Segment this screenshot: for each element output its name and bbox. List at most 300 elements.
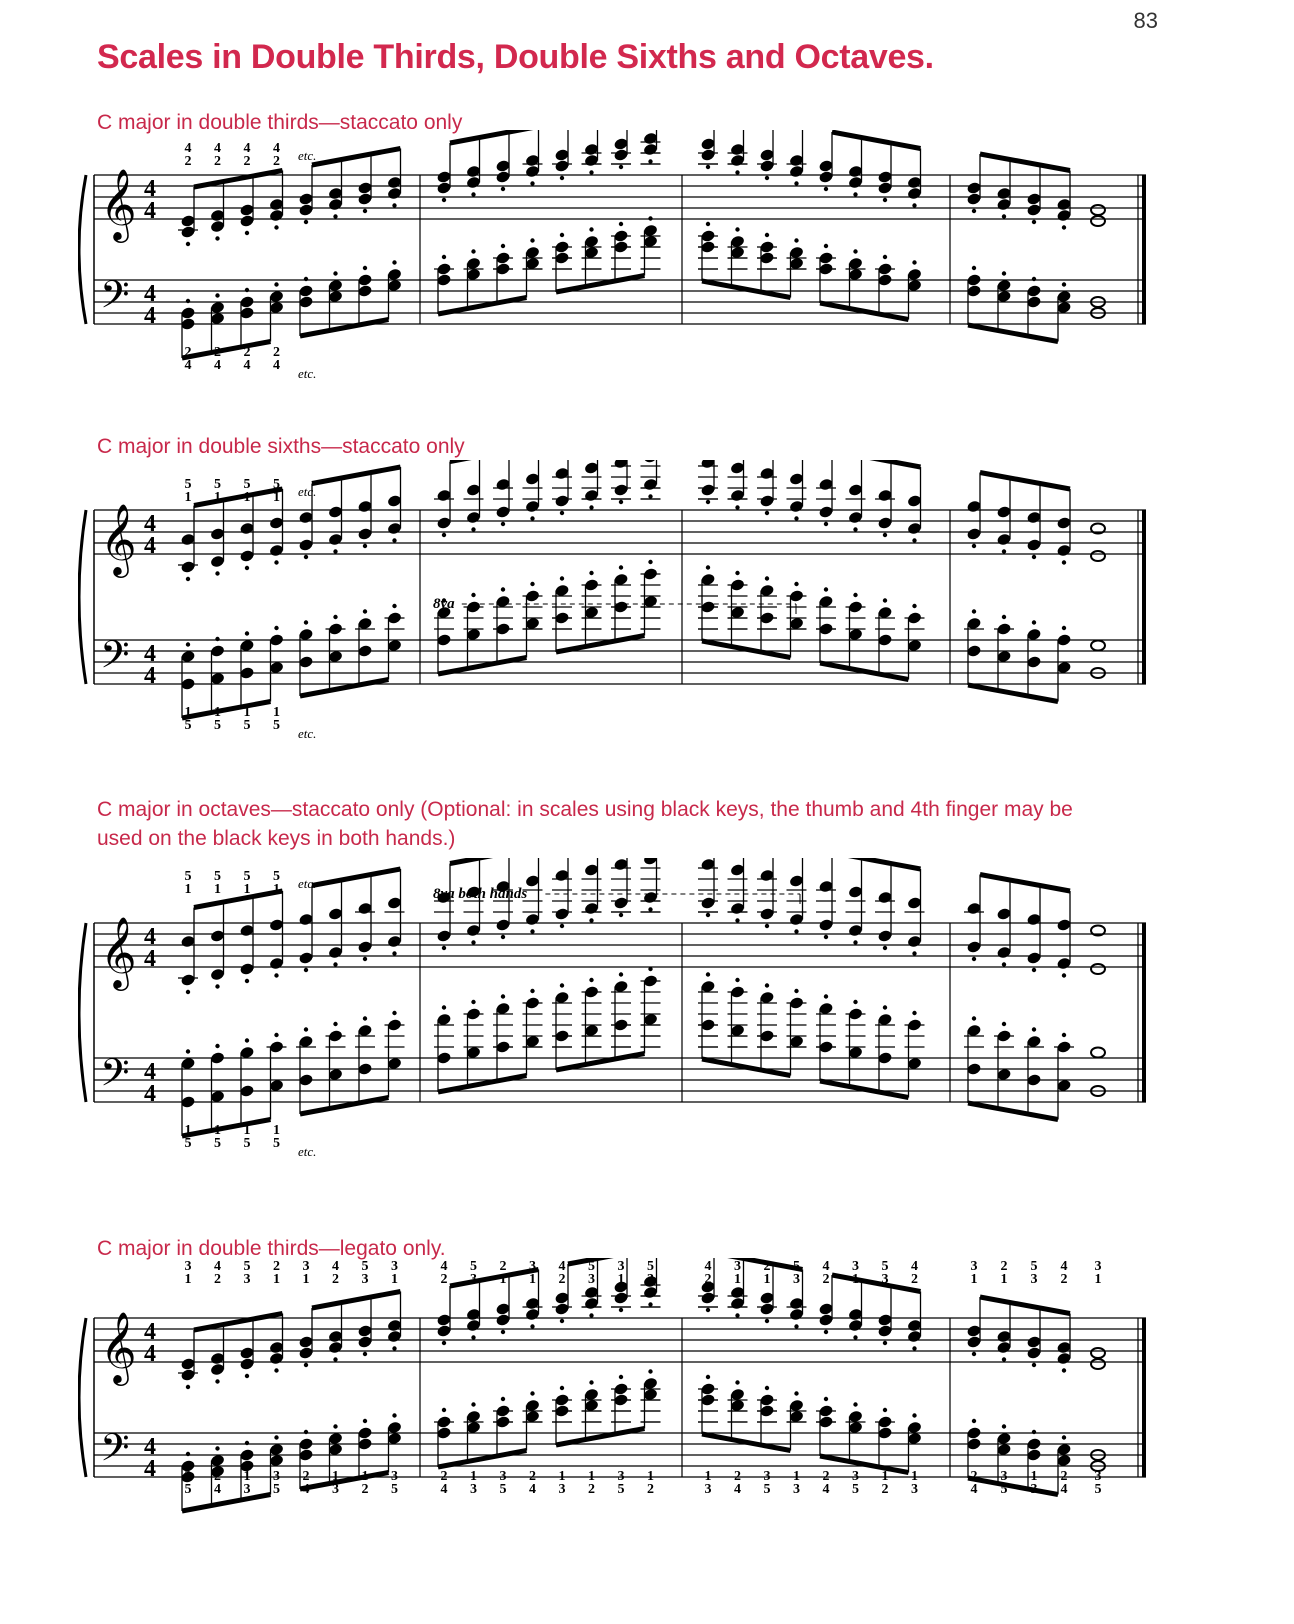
treble-fingering: 2	[1000, 1259, 1008, 1274]
staccato-dot	[912, 951, 916, 955]
staccato-dot	[501, 935, 505, 939]
bass-fingering: 3	[1030, 1482, 1038, 1497]
staccato-dot	[912, 538, 916, 542]
treble-fingering: 1	[302, 1272, 310, 1287]
bass-chord	[582, 571, 602, 629]
staccato-dot	[619, 500, 623, 504]
staccato-dot	[619, 972, 623, 976]
treble-fingering: 4	[558, 1259, 566, 1274]
staccato-dot	[619, 565, 623, 569]
staccato-dot	[392, 260, 396, 264]
staccato-dot	[619, 913, 623, 917]
staccato-dot	[1062, 560, 1066, 564]
bass-fingering: 5	[243, 1136, 251, 1151]
treble-fingering: 1	[273, 1272, 280, 1287]
treble-fingering: 5	[881, 1259, 889, 1274]
beam	[438, 658, 527, 675]
treble-chord	[846, 483, 866, 532]
bass-fingering: 3	[499, 1469, 507, 1484]
final-bar-thick	[1142, 175, 1146, 324]
beam	[450, 1270, 539, 1287]
staccato-dot	[912, 1413, 916, 1417]
treble-fingering: 1	[734, 1272, 741, 1287]
beam	[702, 1434, 791, 1451]
bass-chord	[326, 615, 346, 664]
beam	[832, 132, 921, 149]
etc-label: etc.	[298, 1144, 317, 1159]
staccato-dot	[530, 1391, 534, 1395]
bass-chord	[846, 593, 866, 642]
bass-fingering: 3	[470, 1482, 477, 1497]
brace	[79, 175, 86, 324]
staccato-dot	[333, 1022, 337, 1026]
treble-fingering: 5	[588, 1259, 595, 1274]
bass-fingering: 5	[852, 1482, 859, 1497]
etc-label: etc.	[298, 148, 317, 163]
bass-fingering: 2	[822, 1469, 830, 1484]
staccato-dot	[1002, 1357, 1006, 1361]
staccato-dot	[186, 642, 190, 646]
staccato-dot	[186, 299, 190, 303]
bass-chord	[523, 989, 543, 1049]
beam	[968, 1478, 1058, 1495]
bass-fingering: 2	[970, 1469, 978, 1484]
bass-fingering: 2	[273, 345, 280, 360]
bass-chord	[1091, 641, 1105, 679]
treble-fingering: 5	[647, 1259, 654, 1274]
treble-chord	[728, 143, 748, 175]
bass-fingering: 3	[243, 1482, 251, 1497]
treble-fingering: 3	[470, 1272, 477, 1287]
treble-fingering: 4	[184, 141, 192, 156]
beam	[556, 1429, 645, 1446]
treble-clef-icon: 𝄞	[100, 167, 137, 240]
bass-chord	[552, 233, 572, 269]
bass-fingering: 5	[214, 718, 221, 733]
treble-chord	[905, 896, 925, 956]
staccato-dot	[186, 577, 190, 581]
bass-fingering: 1	[361, 1469, 369, 1484]
bass-fingering: 2	[302, 1469, 310, 1484]
staccato-dot	[589, 571, 593, 575]
bass-chord	[846, 1000, 866, 1060]
treble-chord	[641, 858, 661, 912]
beam	[194, 489, 283, 506]
staccato-dot	[794, 181, 798, 185]
treble-fingering: 3	[391, 1259, 398, 1274]
treble-chord	[698, 460, 718, 504]
staccato-dot	[215, 236, 219, 240]
treble-chord	[787, 472, 807, 521]
staccato-dot	[972, 957, 976, 961]
treble-fingering: 1	[184, 882, 192, 897]
staccato-dot	[765, 1319, 769, 1323]
staccato-dot	[735, 505, 739, 509]
bass-fingering: 4	[184, 358, 192, 373]
staccato-dot	[706, 1375, 710, 1379]
staccato-dot	[392, 538, 396, 542]
bass-chord	[1091, 297, 1105, 318]
bass-fingering: 4	[273, 358, 280, 373]
staccato-dot	[883, 1341, 887, 1345]
beam	[450, 130, 539, 143]
bass-fingering: 2	[184, 345, 192, 360]
bass-chord	[698, 972, 718, 1047]
bass-chord	[582, 1380, 602, 1422]
staccato-dot	[245, 1441, 249, 1445]
staccato-dot	[186, 1049, 190, 1053]
beam	[820, 663, 909, 680]
bass-chord	[787, 1391, 807, 1423]
bass-fingering: 3	[793, 1482, 800, 1497]
treble-chord	[178, 935, 198, 995]
time-signature-numerator: 4	[144, 1319, 156, 1345]
note-head	[1091, 1048, 1105, 1058]
staccato-dot	[471, 940, 475, 944]
bass-clef-icon: 𝄢	[100, 272, 130, 326]
treble-fingering: 1	[243, 490, 251, 505]
staccato-dot	[1062, 1033, 1066, 1037]
bass-chord	[846, 249, 866, 281]
bass-clef-icon: 𝄢	[100, 632, 130, 686]
beam	[968, 325, 1058, 342]
staccato-dot	[1062, 626, 1066, 630]
staccato-dot	[530, 238, 534, 242]
staccato-dot	[471, 1000, 475, 1004]
beam	[300, 680, 389, 697]
treble-fingering: 5	[470, 1259, 477, 1274]
bass-chord	[1091, 1048, 1105, 1097]
staccato-dot	[824, 522, 828, 526]
bass-chord	[641, 560, 661, 629]
time-signature-numerator: 4	[144, 176, 156, 202]
staccato-dot	[972, 544, 976, 548]
treble-fingering: 4	[911, 1259, 918, 1274]
staccato-dot	[735, 571, 739, 575]
staccato-dot	[794, 989, 798, 993]
treble-chord	[875, 489, 895, 538]
treble-chord	[641, 132, 661, 164]
beam	[702, 281, 791, 298]
bass-fingering: 5	[214, 1136, 221, 1151]
bass-chord	[582, 227, 602, 269]
bass-chord	[875, 1408, 895, 1440]
treble-fingering: 2	[273, 1259, 280, 1274]
treble-fingering: 2	[214, 1272, 221, 1287]
treble-chord	[434, 489, 454, 538]
staccato-dot	[648, 967, 652, 971]
bass-fingering: 4	[243, 358, 251, 373]
beam	[980, 1297, 1070, 1314]
brace	[79, 923, 86, 1102]
staccato-dot	[215, 1379, 219, 1383]
staccato-dot	[560, 233, 564, 237]
bass-chord	[728, 978, 748, 1047]
treble-chord	[787, 154, 807, 186]
bass-chord	[698, 1375, 718, 1422]
treble-fingering: 1	[243, 882, 251, 897]
bass-clef-icon: 𝄢	[100, 1425, 130, 1479]
treble-fingering: 2	[704, 1272, 712, 1287]
bass-fingering: 5	[1000, 1482, 1008, 1497]
bass-chord	[434, 1408, 454, 1440]
staccato-dot	[442, 533, 446, 537]
staccato-dot	[1062, 225, 1066, 229]
bass-chord	[385, 604, 405, 653]
treble-fingering: 4	[1060, 1259, 1068, 1274]
staccato-dot	[589, 227, 593, 231]
bass-chord	[757, 983, 777, 1047]
staccato-dot	[794, 582, 798, 586]
treble-fingering: 4	[214, 1259, 221, 1274]
staccato-dot	[1032, 555, 1036, 559]
treble-chord	[787, 874, 807, 934]
treble-chord	[355, 902, 375, 962]
staccato-dot	[706, 913, 710, 917]
staccato-dot	[392, 203, 396, 207]
etc-label: etc.	[298, 876, 317, 891]
staccato-dot	[530, 582, 534, 586]
treble-chord	[964, 902, 984, 962]
beam	[980, 154, 1070, 171]
treble-fingering: 2	[763, 1259, 771, 1274]
bass-fingering: 1	[332, 1469, 339, 1484]
beam	[300, 1473, 389, 1490]
bass-chord	[267, 1033, 287, 1093]
staccato-dot	[1062, 1368, 1066, 1372]
staccato-dot	[853, 1335, 857, 1339]
beam	[832, 460, 921, 467]
music-system-3	[78, 858, 1218, 1188]
treble-chord	[757, 467, 777, 516]
staccato-dot	[186, 242, 190, 246]
treble-fingering: 1	[529, 1272, 536, 1287]
bass-fingering: 2	[734, 1469, 741, 1484]
treble-fingering: 4	[332, 1259, 339, 1274]
bass-fingering: 1	[881, 1469, 889, 1484]
staccato-dot	[589, 1380, 593, 1384]
bass-chord	[1024, 1027, 1044, 1087]
bass-chord	[816, 994, 836, 1054]
staccato-dot	[883, 946, 887, 950]
treble-fingering: 2	[822, 1272, 830, 1287]
treble-fingering: 3	[617, 1259, 625, 1274]
bass-chord	[787, 238, 807, 270]
bass-chord	[582, 978, 602, 1047]
staccato-dot	[912, 1346, 916, 1350]
staccato-dot	[363, 609, 367, 613]
page-number: 83	[1133, 8, 1158, 33]
staccato-dot	[883, 1005, 887, 1009]
treble-chord	[846, 885, 866, 945]
treble-chord	[728, 863, 748, 923]
staccato-dot	[648, 1302, 652, 1306]
treble-fingering: 1	[214, 882, 221, 897]
bass-fingering: 1	[793, 1469, 800, 1484]
treble-fingering: 3	[881, 1272, 889, 1287]
staccato-dot	[794, 1324, 798, 1328]
beam	[556, 636, 645, 653]
staccato-dot	[530, 181, 534, 185]
treble-fingering: 4	[243, 141, 251, 156]
bass-fingering: 4	[970, 1482, 978, 1497]
beam	[556, 1054, 645, 1071]
treble-fingering: 1	[617, 1272, 625, 1287]
staccato-dot	[735, 1380, 739, 1384]
treble-fingering: 3	[852, 1259, 859, 1274]
etc-label: etc.	[298, 366, 317, 381]
treble-fingering: 3	[588, 1272, 595, 1287]
beam	[182, 342, 271, 359]
staccato-dot	[735, 227, 739, 231]
beam	[968, 685, 1058, 702]
treble-chord	[816, 478, 836, 527]
bass-chord	[964, 1016, 984, 1076]
beam	[182, 702, 271, 719]
time-signature-denominator: 4	[144, 1456, 156, 1482]
bass-chord	[641, 1369, 661, 1422]
staccato-dot	[853, 249, 857, 253]
treble-fingering: 5	[214, 477, 221, 492]
staccato-dot	[794, 238, 798, 242]
bass-fingering: 1	[243, 705, 251, 720]
staccato-dot	[972, 266, 976, 270]
bass-fingering: 2	[881, 1482, 889, 1497]
treble-fingering: 1	[391, 1272, 398, 1287]
staccato-dot	[589, 1313, 593, 1317]
staccato-dot	[1002, 1424, 1006, 1428]
bass-fingering: 3	[1094, 1469, 1102, 1484]
treble-chord	[523, 1297, 543, 1329]
staccato-dot	[765, 576, 769, 580]
bass-fingering: 1	[470, 1469, 477, 1484]
staccato-dot	[824, 187, 828, 191]
bass-chord	[846, 1402, 866, 1434]
staccato-dot	[274, 282, 278, 286]
beam	[980, 875, 1070, 892]
beam	[820, 303, 909, 320]
beam	[450, 858, 539, 864]
staccato-dot	[333, 1424, 337, 1428]
staccato-dot	[853, 1000, 857, 1004]
treble-fingering: 5	[243, 869, 251, 884]
staccato-dot	[274, 1033, 278, 1037]
treble-fingering: 3	[970, 1259, 978, 1274]
bass-chord	[464, 1000, 484, 1060]
beam	[702, 641, 791, 658]
staccato-dot	[735, 918, 739, 922]
bass-fingering: 5	[763, 1482, 771, 1497]
staccato-dot	[706, 565, 710, 569]
time-signature-denominator: 4	[144, 1081, 156, 1107]
treble-chord	[641, 460, 661, 499]
staccato-dot	[245, 1038, 249, 1042]
treble-fingering: 2	[332, 1272, 339, 1287]
staccato-dot	[1032, 1430, 1036, 1434]
staccato-dot	[706, 972, 710, 976]
treble-chord	[728, 461, 748, 510]
treble-fingering: 3	[647, 1272, 654, 1287]
treble-fingering: 3	[184, 1259, 192, 1274]
staccato-dot	[824, 587, 828, 591]
bass-fingering: 5	[184, 718, 192, 733]
staccato-dot	[215, 571, 219, 575]
bass-chord	[434, 1005, 454, 1065]
treble-chord	[698, 858, 718, 917]
staccato-dot	[274, 560, 278, 564]
score-svg	[78, 460, 1218, 760]
staccato-dot	[304, 277, 308, 281]
bass-fingering: 1	[911, 1469, 918, 1484]
bass-chord	[787, 989, 807, 1049]
staccato-dot	[706, 165, 710, 169]
treble-fingering: 4	[440, 1259, 448, 1274]
score-svg	[78, 130, 1218, 400]
staccato-dot	[560, 924, 564, 928]
staccato-dot	[560, 511, 564, 515]
bass-fingering: 2	[214, 345, 221, 360]
staccato-dot	[972, 609, 976, 613]
bass-chord	[816, 587, 836, 636]
staccato-dot	[972, 209, 976, 213]
staccato-dot	[501, 522, 505, 526]
staccato-dot	[501, 994, 505, 998]
brace	[79, 510, 86, 684]
treble-fingering: 1	[763, 1272, 771, 1287]
staccato-dot	[471, 192, 475, 196]
staccato-dot	[304, 968, 308, 972]
treble-fingering: 2	[214, 154, 221, 169]
bass-chord	[385, 1011, 405, 1071]
staccato-dot	[1032, 1027, 1036, 1031]
bass-chord	[698, 222, 718, 269]
treble-fingering: 4	[214, 141, 221, 156]
beam	[832, 858, 921, 869]
staccato-dot	[215, 1446, 219, 1450]
bass-fingering: 3	[332, 1482, 339, 1497]
treble-chord	[787, 1297, 807, 1329]
bass-fingering: 2	[529, 1469, 536, 1484]
treble-fingering: 1	[970, 1272, 978, 1287]
staccato-dot	[333, 271, 337, 275]
treble-fingering: 4	[704, 1259, 712, 1274]
bass-chord	[875, 1005, 895, 1065]
staccato-dot	[1002, 615, 1006, 619]
staccato-dot	[274, 973, 278, 977]
beam	[556, 276, 645, 293]
bass-chord	[641, 967, 661, 1047]
staccato-dot	[442, 255, 446, 259]
staccato-dot	[589, 170, 593, 174]
bass-chord	[611, 222, 631, 269]
staccato-dot	[853, 593, 857, 597]
treble-chord	[523, 472, 543, 521]
staccato-dot	[186, 1452, 190, 1456]
treble-chord	[523, 154, 543, 186]
staccato-dot	[560, 1319, 564, 1323]
staccato-dot	[560, 1386, 564, 1390]
treble-fingering: 5	[273, 869, 280, 884]
staccato-dot	[972, 1352, 976, 1356]
staccato-dot	[560, 983, 564, 987]
bass-fingering: 2	[588, 1482, 595, 1497]
treble-chord	[728, 1286, 748, 1318]
treble-chord	[1091, 524, 1105, 562]
bass-fingering: 4	[214, 358, 221, 373]
ottava-label: 8va	[433, 596, 455, 612]
treble-chord	[493, 478, 513, 527]
bass-fingering: 4	[734, 1482, 741, 1497]
